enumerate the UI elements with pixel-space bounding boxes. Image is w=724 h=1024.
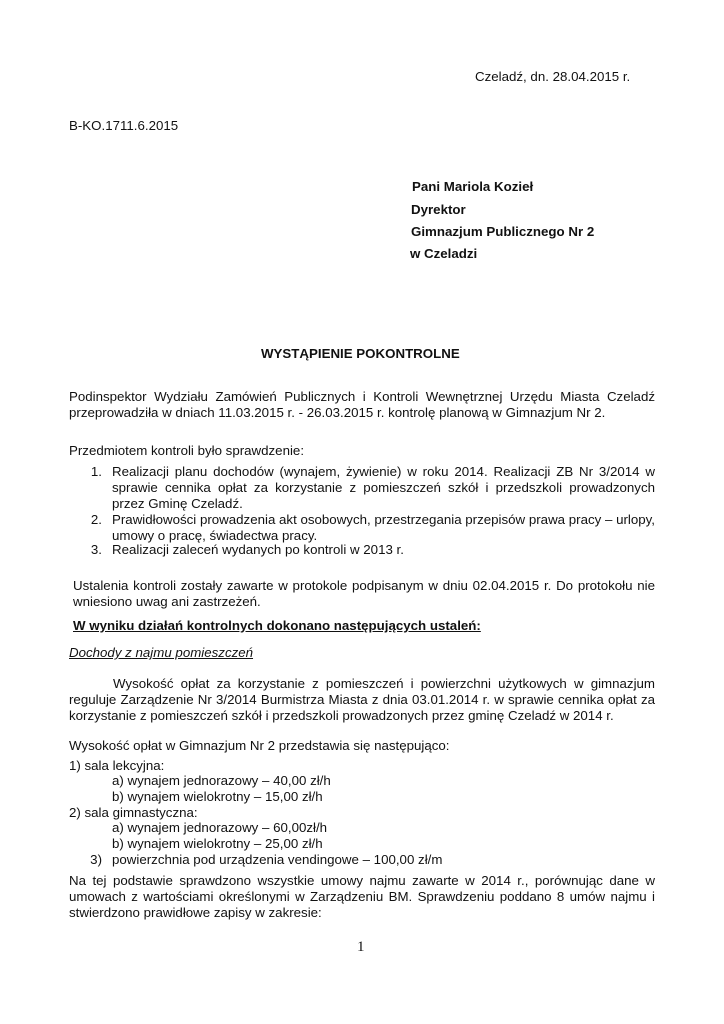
closing-paragraph: Na tej podstawie sprawdzono wszystkie umowy najmu zawarte w 2014 r., porównując dane w umowach z wartościami określonymi w Zarządzeniu BM. Sprawdzeniu poddano 8 umów najmu i stwierdzono prawidłowe zapisy w zakresie: <box>69 873 655 920</box>
room-lecture-multiple-rate: b) wynajem wielokrotny – 15,00 zł/h <box>112 789 323 804</box>
room-gym-single-rate: a) wynajem jednorazowy – 60,00zł/h <box>112 820 328 835</box>
place-and-date: Czeladź, dn. 28.04.2015 r. <box>475 69 631 84</box>
reference-number: B-KO.1711.6.2015 <box>69 118 179 133</box>
intro-paragraph: Podinspektor Wydziału Zamówień Publicznych i Kontroli Wewnętrznej Urzędu Miasta Czeladź przeprowadziła w dniach 11.03.2015 r. - 26.03.2015 r. kontrolę planową w Gimnazjum Nr 2. <box>69 389 655 420</box>
findings-paragraph: Ustalenia kontroli zostały zawarte w protokole podpisanym w dniu 02.04.2015 r. Do protokołu nie wniesiono uwag ani zastrzeżeń. <box>73 578 655 609</box>
addressee-name: Pani Mariola Kozieł <box>412 179 534 194</box>
list-item-number: 3. <box>90 542 102 557</box>
fees-paragraph: Wysokość opłat za korzystanie z pomieszczeń i powierzchni użytkowych w gimnazjum reguluje Zarządzenie Nr 3/2014 Burmistrza Miasta z dnia 03.01.2014 r. w sprawie cennika opłat za korzystanie z pomieszczeń szkół i przedszkoli prowadzonych przez gminę Czeladź w 2014 r. <box>69 676 655 723</box>
room-lecture-label: 1) sala lekcyjna: <box>69 758 165 773</box>
list-item-text: Realizacji zaleceń wydanych po kontroli w 2013 r. <box>112 542 404 557</box>
results-heading: W wyniku działań kontrolnych dokonano następujących ustaleń: <box>73 618 481 633</box>
list-item-text: Realizacji planu dochodów (wynajem, żywienie) w roku 2014. Realizacji ZB Nr 3/2014 w sprawie cennika opłat za korzystanie z pomieszczeń szkół i przedszkoli prowadzonych przez Gminę Czeladź. <box>112 464 655 511</box>
addressee-position: Dyrektor <box>411 202 466 217</box>
room-gym-label: 2) sala gimnastyczna: <box>69 805 198 820</box>
vending-number: 3) <box>90 852 102 867</box>
vending-rate: powierzchnia pod urządzenia vendingowe – 100,00 zł/m <box>112 852 443 867</box>
fees-heading: Wysokość opłat w Gimnazjum Nr 2 przedstawia się następująco: <box>69 738 450 753</box>
page-number: 1 <box>357 939 365 955</box>
room-gym-multiple-rate: b) wynajem wielokrotny – 25,00 zł/h <box>112 836 323 851</box>
list-item-number: 2. <box>90 512 102 527</box>
list-item-number: 1. <box>90 464 102 479</box>
addressee-city: w Czeladzi <box>410 246 478 261</box>
document-title: WYSTĄPIENIE POKONTROLNE <box>261 346 460 361</box>
subject-heading: Przedmiotem kontroli było sprawdzenie: <box>69 443 305 458</box>
list-item-text: Prawidłowości prowadzenia akt osobowych, przestrzegania przepisów prawa pracy – urlopy, umowy o pracę, świadectwa pracy. <box>112 512 655 543</box>
section-title: Dochody z najmu pomieszczeń <box>69 645 254 660</box>
addressee-institution: Gimnazjum Publicznego Nr 2 <box>411 224 595 239</box>
room-lecture-single-rate: a) wynajem jednorazowy – 40,00 zł/h <box>112 773 331 788</box>
